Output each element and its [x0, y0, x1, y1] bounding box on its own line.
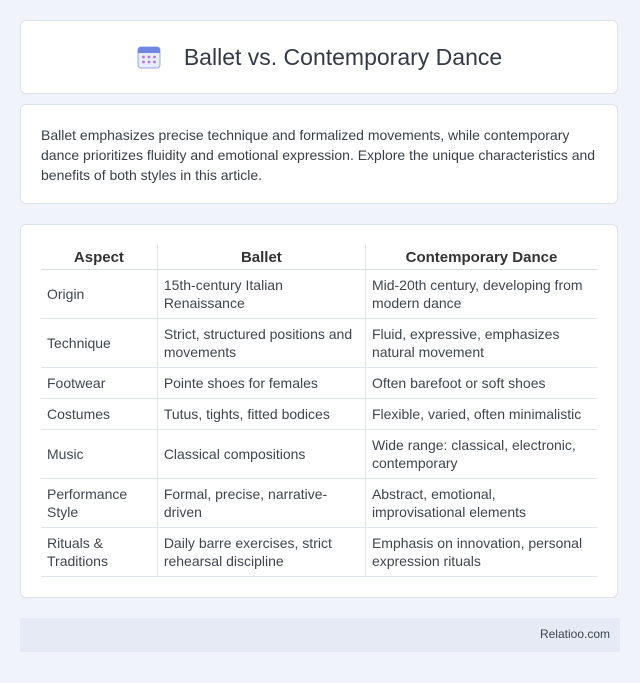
- ballet-cell: Strict, structured positions and movements: [157, 319, 365, 368]
- comparison-table: [41, 245, 597, 577]
- contemporary-cell: Abstract, emotional, improvisational elements: [365, 479, 597, 528]
- aspect-cell: Performance Style: [41, 479, 157, 528]
- calendar-icon: [136, 44, 162, 70]
- aspect-cell: Music: [41, 430, 157, 479]
- ballet-cell: Classical compositions: [157, 430, 365, 479]
- column-header-contemporary: Contemporary Dance: [365, 245, 597, 270]
- table-row: [41, 319, 597, 368]
- ballet-cell: 15th-century Italian Renaissance: [157, 270, 365, 319]
- aspect-cell: Origin: [41, 270, 157, 319]
- column-header-aspect: Aspect: [41, 245, 157, 270]
- ballet-cell: Formal, precise, narrative-driven: [157, 479, 365, 528]
- column-header-ballet: Ballet: [157, 245, 365, 270]
- ballet-cell: Pointe shoes for females: [157, 368, 365, 399]
- intro-paragraph: Ballet emphasizes precise technique and formalized movements, while contemporary dance prioritizes fluidity and emotional expression. Explore the unique characteristics and benefits of both styles in this article.: [41, 127, 596, 183]
- aspect-cell: Technique: [41, 319, 157, 368]
- aspect-cell: Rituals & Traditions: [41, 528, 157, 577]
- table-row: [41, 399, 597, 430]
- page-title: Ballet vs. Contemporary Dance: [183, 43, 503, 70]
- table-row: [41, 430, 597, 479]
- contemporary-cell: Flexible, varied, often minimalistic: [365, 399, 597, 430]
- contemporary-cell: Emphasis on innovation, personal expression rituals: [365, 528, 597, 577]
- contemporary-cell: Wide range: classical, electronic, contemporary: [365, 430, 597, 479]
- contemporary-cell: Fluid, expressive, emphasizes natural movement: [365, 319, 597, 368]
- aspect-cell: Costumes: [41, 399, 157, 430]
- footer-bar: [20, 618, 620, 652]
- table-row: [41, 270, 597, 319]
- footer-site-link[interactable]: Relatioo.com: [539, 627, 610, 641]
- table-row: [41, 528, 597, 577]
- table-row: [41, 479, 597, 528]
- ballet-cell: Daily barre exercises, strict rehearsal discipline: [157, 528, 365, 577]
- intro-card: [20, 104, 618, 204]
- ballet-cell: Tutus, tights, fitted bodices: [157, 399, 365, 430]
- table-header-row: [41, 245, 597, 270]
- contemporary-cell: Often barefoot or soft shoes: [365, 368, 597, 399]
- table-row: [41, 368, 597, 399]
- contemporary-cell: Mid-20th century, developing from modern dance: [365, 270, 597, 319]
- title-card: [20, 20, 618, 94]
- aspect-cell: Footwear: [41, 368, 157, 399]
- comparison-table-card: [20, 224, 618, 598]
